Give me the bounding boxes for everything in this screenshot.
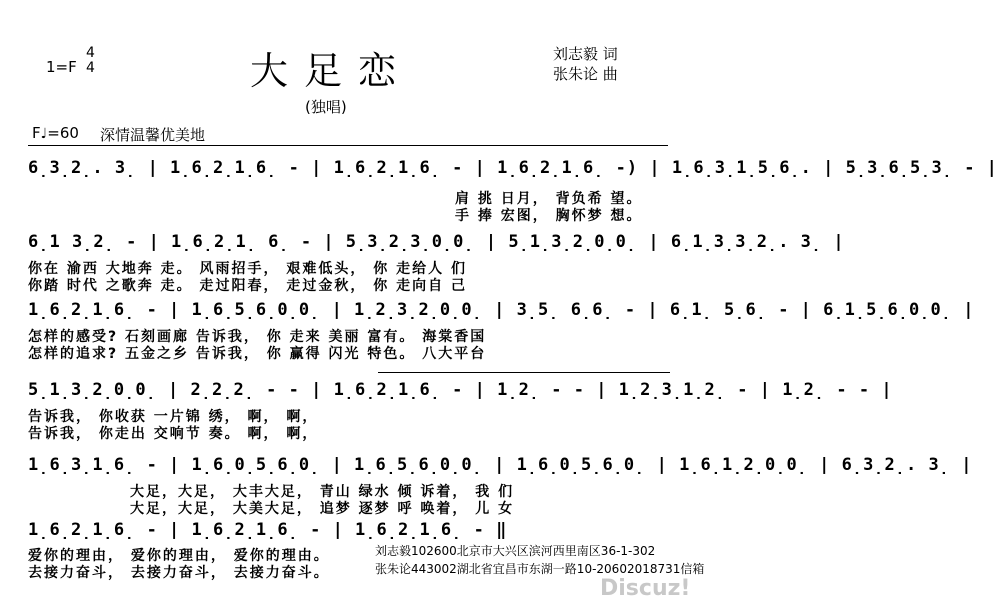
staff-row-6-notes: 1̣6̣2̣1̣6̣ - | 1̣6̣2̣1̣6̣ - | 1̣6̣2̣1̣6̣ - ‖ xyxy=(28,520,508,540)
staff-row-6-lyrics-2: 去接力奋斗， 去接力奋斗， 去接力奋斗。 xyxy=(28,565,330,581)
tempo-marking xyxy=(32,124,79,142)
tempo-value: =60 xyxy=(47,124,79,142)
staff-row-5-lyrics-1: 大足，大足， 大丰大足， 青山 绿水 倾 诉着， 我 们 xyxy=(130,484,515,500)
staff-row-2-lyrics-1: 你在 渝西 大地奔 走。 风雨招手， 艰难低头， 你 走给人 们 xyxy=(28,261,467,277)
subtitle: (独唱) xyxy=(305,98,347,116)
time-signature-top: 4 xyxy=(86,45,95,61)
staff-row-1-lyrics-1: 肩 挑 日月， 背负希 望。 xyxy=(455,191,643,207)
staff-row-3-notes: 1̣6̣2̣1̣6̣ - | 1̣6̣5̣6̣0̣0̣ | 1̣2̣3̣2̣0̣0̣ | 3̣5̣ 6̣6̣ - | 6̣1̣ 5̣6̣ - | 6̣1̣5̣6̣0̣0̣ | xyxy=(28,300,975,320)
staff-row-1-notes: 6̣3̣2̣. 3̣ | 1̣6̣2̣1̣6̣ - | 1̣6̣2̣1̣6̣ - | 1̣6̣2̣1̣6̣ -) | 1̣6̣3̣1̣5̣6̣. | 5̣3̣6̣5̣3̣ - | xyxy=(28,158,998,178)
quarter-note-icon: ♩ xyxy=(40,126,48,142)
contact-line-2: 张朱论443002湖北省宜昌市东湖一路10-20602018731信箱 xyxy=(375,562,705,576)
staff-row-3-lyrics-1: 怎样的感受? 石刻画廊 告诉我， 你 走来 美丽 富有。 海棠香国 xyxy=(28,329,487,345)
key-signature: 1=F xyxy=(46,58,77,76)
watermark-logo: Discuz! xyxy=(600,576,691,601)
staff-row-2-lyrics-2: 你踏 时代 之歌奔 走。 走过阳春， 走过金秋， 你 走向自 己 xyxy=(28,278,467,294)
slur-line xyxy=(28,145,668,146)
tempo-label: F xyxy=(32,124,41,142)
contact-line-1: 刘志毅102600北京市大兴区滨河西里南区36-1-302 xyxy=(375,544,656,558)
credits xyxy=(553,44,618,84)
staff-row-5-notes: 1̣6̣3̣1̣6̣ - | 1̣6̣0̣5̣6̣0̣ | 1̣6̣5̣6̣0̣0̣ | 1̣6̣0̣5̣6̣0̣ | 1̣6̣1̣2̣0̣0̣ | 6̣3̣2̣. 3̣ | xyxy=(28,455,973,475)
staff-row-5-lyrics-2: 大足，大足， 大美大足， 追梦 逐梦 呼 唤着， 儿 女 xyxy=(130,501,515,517)
staff-row-3-lyrics-2: 怎样的追求? 五金之乡 告诉我， 你 赢得 闪光 特色。 八大平台 xyxy=(28,346,487,362)
staff-row-6-lyrics-1: 爱你的理由， 爱你的理由， 爱你的理由。 xyxy=(28,548,330,564)
staff-row-4-lyrics-2: 告诉我， 你走出 交响节 奏。 啊， 啊， xyxy=(28,426,319,442)
expression-marking: 深情温馨优美地 xyxy=(100,126,206,144)
time-signature-bottom: 4 xyxy=(86,60,95,76)
contact-footer xyxy=(375,542,704,578)
staff-row-1-lyrics-2: 手 捧 宏图， 胸怀梦 想。 xyxy=(455,208,643,224)
song-title: 大足恋 xyxy=(250,49,413,93)
staff-row-4-lyrics-1: 告诉我， 你收获 一片锦 绣， 啊， 啊， xyxy=(28,409,319,425)
tie-line xyxy=(378,372,670,373)
lyricist-credit: 刘志毅 词 xyxy=(553,45,618,63)
staff-row-4-notes: 5̣1̣3̣2̣0̣0̣ | 2̣2̣2̣ - - | 1̣6̣2̣1̣6̣ - | 1̣2̣ - - | 1̣2̣3̣1̣2̣ - | 1̣2̣ - - | xyxy=(28,380,893,400)
composer-credit: 张朱论 曲 xyxy=(553,65,618,83)
time-signature xyxy=(86,46,95,76)
staff-row-2-notes: 6̣1 3̣2̣ - | 1̣6̣2̣1̣ 6̣ - | 5̣3̣2̣3̣0̣0̣ | 5̣1̣3̣2̣0̣0̣ | 6̣1̣3̣3̣2̣. 3̣ | xyxy=(28,232,845,252)
